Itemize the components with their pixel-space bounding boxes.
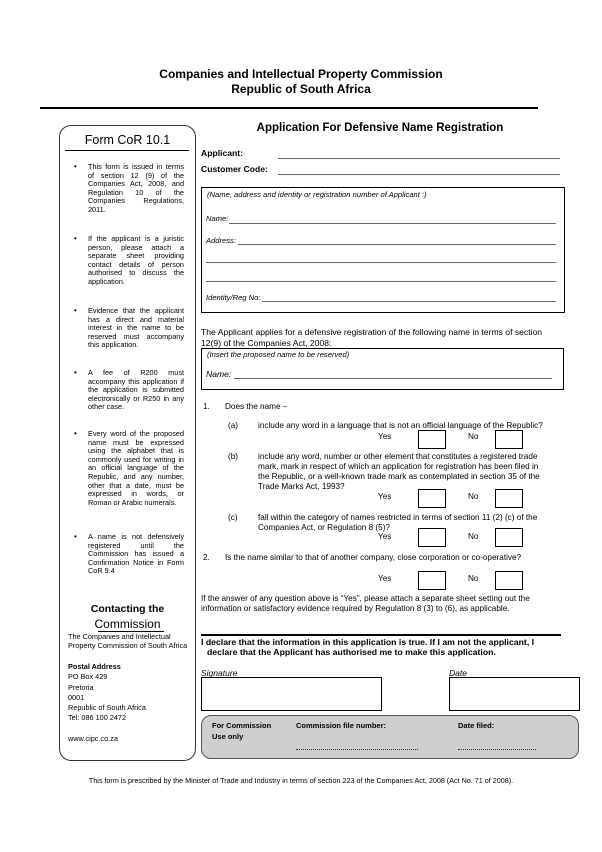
- declaration-text: I declare that the information in this application is true. If I am not the applicant, I: [201, 637, 535, 647]
- proposed-name-field[interactable]: [234, 378, 552, 379]
- contact-org: Property Commission of South Africa: [68, 641, 188, 650]
- date-filed-field[interactable]: [458, 749, 536, 750]
- header-line-2: Republic of South Africa: [231, 82, 371, 96]
- question-number: 1.: [203, 402, 210, 411]
- bullet-dot: •: [74, 532, 77, 541]
- question-letter: (a): [228, 421, 239, 430]
- sidebar-note: Evidence that the applicant has a direct and material interest in the name to be reserved must accompany this application.: [88, 306, 184, 350]
- contact-tel: Tel: 086 100 2472: [68, 713, 127, 722]
- declaration-text: declare that the Applicant has authorised me to make this application.: [207, 647, 496, 657]
- address-label: Address:: [206, 236, 236, 245]
- footer-note: This form is prescribed by the Minister of Trade and Industry in terms of section 223 of the Companies Act, 2008 (Act No. 71 of 2008).: [88, 776, 514, 785]
- postal-line: PO Box 429: [68, 672, 108, 681]
- q2-no-checkbox[interactable]: [495, 571, 523, 590]
- contact-org: The Companies and Intellectual: [68, 632, 171, 641]
- header-rule: [40, 107, 538, 109]
- file-number-field[interactable]: [296, 749, 418, 750]
- question-text: the Republic, or a well-known trade mark as contemplated in section 35 of the: [258, 472, 540, 481]
- qa-yes-checkbox[interactable]: [418, 430, 446, 449]
- commission-label: Use only: [212, 732, 244, 741]
- sidebar-note: Every word of the proposed name must be expressed using the alphabet that is commonly used for writing in an official language of the Republic, and any number, other that a date, must be expressed in words, or Roman or Arabic numerals.: [88, 429, 184, 507]
- bullet-dot: •: [74, 162, 77, 171]
- yes-label: Yes: [378, 574, 392, 583]
- question-text: fall within the category of names restricted in terms of section 11 (2) (c) of the: [258, 513, 538, 522]
- applicant-label: Applicant:: [201, 148, 244, 158]
- date-filed-label: Date filed:: [458, 721, 495, 730]
- date-label: Date: [449, 668, 467, 678]
- postal-line: Republic of South Africa: [68, 703, 146, 712]
- name-field[interactable]: [229, 223, 556, 224]
- bullet-dot: •: [74, 306, 77, 315]
- no-label: No: [468, 574, 479, 583]
- question-letter: (b): [228, 452, 239, 461]
- question-number: 2.: [203, 553, 210, 562]
- question-text: Companies Act, or Regulation 8 (5)?: [258, 523, 390, 532]
- contact-heading: Contacting the: [90, 603, 165, 615]
- page-title: Application For Defensive Name Registration: [256, 122, 504, 134]
- qb-no-checkbox[interactable]: [495, 489, 523, 508]
- q2-yes-checkbox[interactable]: [418, 571, 446, 590]
- declaration-rule: [201, 634, 561, 636]
- qa-no-checkbox[interactable]: [495, 430, 523, 449]
- customer-code-field[interactable]: [278, 174, 560, 175]
- address-field[interactable]: [206, 281, 556, 282]
- question-text: Does the name –: [225, 402, 288, 411]
- qc-no-checkbox[interactable]: [495, 528, 523, 547]
- idreg-field[interactable]: [262, 301, 556, 302]
- postal-line: 0001: [68, 693, 85, 702]
- signature-box[interactable]: [201, 677, 382, 711]
- sidebar-note: This form is issued in terms of section 12 (9) of the Companies Act, 2008, and Regulation 10 of the Companies Regulations, 2011.: [88, 162, 184, 214]
- yes-label: Yes: [378, 532, 392, 541]
- bullet-dot: •: [74, 429, 77, 438]
- bullet-dot: •: [74, 368, 77, 377]
- address-field[interactable]: [238, 244, 556, 245]
- date-box[interactable]: [449, 677, 580, 711]
- applies-text: The Applicant applies for a defensive registration of the following name in terms of section: [201, 327, 543, 337]
- bullet-dot: •: [74, 234, 77, 243]
- if-yes-note: information or satisfactory evidence required by Regulation 8 (3) to (6), as applicable.: [201, 604, 510, 613]
- yes-label: Yes: [378, 432, 392, 441]
- postal-line: Pretoria: [68, 683, 94, 692]
- file-number-label: Commission file number:: [296, 721, 387, 730]
- idreg-label: Identity/Reg No:: [206, 293, 261, 302]
- commission-label: For Commission: [212, 721, 272, 730]
- question-text: include any word, number or other element that constitutes a registered trade: [258, 452, 538, 461]
- sidebar-title-rule: [65, 150, 189, 151]
- signature-label: Signature: [201, 668, 238, 678]
- question-text: mark, mark in respect of which an application for registration has been filed in: [258, 462, 539, 471]
- sidebar-note: A fee of R200 must accompany this application if the application is submitted electronically or R250 in any other case.: [88, 368, 184, 412]
- customer-code-label: Customer Code:: [201, 164, 268, 174]
- proposed-name-hint: (Insert the proposed name to be reserved): [207, 350, 350, 359]
- no-label: No: [468, 532, 479, 541]
- contact-heading: Commission: [94, 617, 161, 631]
- qb-yes-checkbox[interactable]: [418, 489, 446, 508]
- sidebar-note: A name is not defensively registered until the Commission has issued a Confirmation Notice in Form CoR 9.4: [88, 532, 184, 576]
- question-text: Trade Marks Act, 1993?: [258, 482, 345, 491]
- qc-yes-checkbox[interactable]: [418, 528, 446, 547]
- yes-label: Yes: [378, 492, 392, 501]
- proposed-name-label: Name:: [206, 369, 232, 379]
- applicant-box-hint: (Name, address and identity or registration number of Applicant :): [207, 190, 427, 199]
- postal-heading: Postal Address: [68, 662, 121, 671]
- name-label: Name:: [206, 214, 229, 223]
- applicant-field[interactable]: [278, 158, 560, 159]
- contact-web[interactable]: www.cipc.co.za: [68, 734, 118, 743]
- no-label: No: [468, 432, 479, 441]
- question-text: Is the name similar to that of another company, close corporation or co-operative?: [225, 553, 522, 562]
- header-line-1: Companies and Intellectual Property Commission: [159, 67, 443, 81]
- question-letter: (c): [228, 513, 238, 522]
- applies-text: 12(9) of the Companies Act, 2008:: [201, 338, 332, 348]
- if-yes-note: If the answer of any question above is “Yes”, please attach a separate sheet setting out the: [201, 594, 530, 603]
- form-title: Form CoR 10.1: [84, 133, 171, 147]
- address-field[interactable]: [206, 262, 556, 263]
- sidebar-note: If the applicant is a juristic person, please attach a separate sheet providing contact details of person authorised to discuss the application.: [88, 234, 184, 286]
- question-text: include any word in a language that is not an official language of the Republic?: [258, 421, 543, 430]
- no-label: No: [468, 492, 479, 501]
